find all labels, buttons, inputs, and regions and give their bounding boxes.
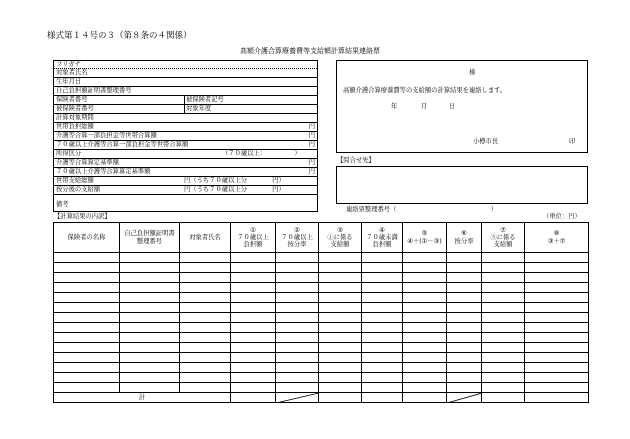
contact-ref-label: 連絡票整理番号（ ）	[346, 206, 498, 213]
table-cell	[54, 253, 120, 263]
table-cell	[120, 343, 180, 353]
table-cell	[54, 293, 120, 303]
table-cell	[403, 383, 447, 393]
table-cell	[180, 253, 231, 263]
table-cell	[54, 323, 120, 333]
table-cell	[525, 253, 589, 263]
table-row	[54, 263, 589, 273]
table-cell	[362, 353, 403, 363]
table-cell	[231, 373, 276, 383]
table-cell	[447, 333, 482, 343]
income-category-label: 所得区分	[56, 150, 82, 157]
insurer-no-label: 保険者番号	[56, 96, 88, 103]
table-cell	[403, 263, 447, 273]
table-cell	[525, 263, 589, 273]
table-cell	[231, 283, 276, 293]
cert-no-row	[54, 87, 317, 96]
insurer-row	[54, 96, 317, 105]
over70-part-burden-label: ７０歳以上介護等合算一部負担金等世帯合算額	[56, 141, 189, 148]
table-cell	[276, 383, 319, 393]
date-day: 日	[449, 103, 456, 110]
seal-mark: 印	[569, 138, 576, 145]
combined-standard-label: 介護等合算算定基準額	[56, 159, 119, 166]
table-cell	[319, 303, 362, 313]
table-cell	[403, 303, 447, 313]
after-allocation-row	[54, 186, 317, 195]
table-cell	[319, 363, 362, 373]
table-cell	[447, 373, 482, 383]
table-cell	[482, 273, 525, 283]
table-cell	[362, 253, 403, 263]
table-cell	[120, 253, 180, 263]
table-cell	[362, 273, 403, 283]
results-table	[53, 222, 589, 403]
table-cell	[120, 383, 180, 393]
table-cell	[180, 353, 231, 363]
table-cell	[120, 303, 180, 313]
table-cell	[276, 283, 319, 293]
table-cell	[180, 373, 231, 383]
table-cell	[180, 283, 231, 293]
table-cell	[362, 263, 403, 273]
table-cell	[403, 363, 447, 373]
table-cell	[482, 303, 525, 313]
table-row	[54, 273, 589, 283]
table-cell	[447, 323, 482, 333]
table-row	[54, 283, 589, 293]
table-cell	[362, 303, 403, 313]
birth-date-row	[54, 78, 317, 87]
table-row	[54, 353, 589, 363]
table-cell	[447, 343, 482, 353]
table-cell	[231, 273, 276, 283]
table-cell	[180, 313, 231, 323]
contact-box	[336, 166, 588, 204]
table-cell	[482, 293, 525, 303]
table-cell	[276, 343, 319, 353]
table-cell	[276, 303, 319, 313]
table-cell	[362, 363, 403, 373]
furigana-row	[54, 61, 317, 69]
header-c2: ② ７０歳以上 按分率	[276, 223, 319, 253]
combined-standard-yen: 円	[308, 159, 315, 166]
table-cell	[231, 383, 276, 393]
table-cell	[403, 273, 447, 283]
calc-period-label: 計算対象期間	[56, 114, 94, 121]
table-cell	[362, 343, 403, 353]
after-allocation-label: 按分後の支給額	[56, 186, 101, 193]
table-cell	[403, 283, 447, 293]
table-cell	[525, 313, 589, 323]
table-cell	[54, 343, 120, 353]
diagonal-slash	[447, 393, 482, 403]
table-cell	[319, 283, 362, 293]
insured-symbol-label: 被保険者記号	[186, 96, 224, 103]
table-cell	[319, 373, 362, 383]
table-row	[54, 313, 589, 323]
table-cell	[54, 303, 120, 313]
header-c3: ③ ①に係る 支給額	[319, 223, 362, 253]
table-cell	[319, 253, 362, 263]
over70-part-burden-row	[54, 141, 317, 150]
table-cell	[525, 373, 589, 383]
table-cell	[447, 263, 482, 273]
table-cell	[276, 313, 319, 323]
table-cell	[362, 283, 403, 293]
table-cell	[180, 383, 231, 393]
table-cell	[180, 303, 231, 313]
table-cell	[403, 343, 447, 353]
remarks-label: 備考	[56, 201, 69, 208]
table-cell	[525, 333, 589, 343]
table-cell	[362, 313, 403, 323]
header-c8: ⑧ ③＋⑦	[525, 223, 589, 253]
table-cell	[120, 363, 180, 373]
total-c4	[362, 393, 403, 403]
table-cell	[231, 323, 276, 333]
income-category-row	[54, 150, 317, 159]
table-cell	[403, 323, 447, 333]
table-cell	[319, 273, 362, 283]
insured-no-label: 被保険者番号	[56, 105, 94, 112]
table-cell	[447, 363, 482, 373]
total-row	[54, 393, 589, 403]
after-allocation-amount: 円（うち７０歳以上分 円）	[184, 186, 285, 193]
table-cell	[447, 383, 482, 393]
table-cell	[525, 293, 589, 303]
table-cell	[231, 353, 276, 363]
table-cell	[54, 373, 120, 383]
table-cell	[120, 323, 180, 333]
table-cell	[276, 273, 319, 283]
header-c6: ⑥ 按分率	[447, 223, 482, 253]
table-cell	[276, 333, 319, 343]
table-cell	[180, 343, 231, 353]
table-cell	[180, 273, 231, 283]
table-cell	[319, 313, 362, 323]
table-cell	[120, 353, 180, 363]
table-cell	[403, 253, 447, 263]
table-cell	[54, 333, 120, 343]
table-cell	[120, 293, 180, 303]
table-row	[54, 293, 589, 303]
total-c1	[231, 393, 276, 403]
table-cell	[525, 343, 589, 353]
household-burden-label: 世帯負担総額	[56, 123, 94, 130]
table-cell	[482, 373, 525, 383]
table-cell	[231, 263, 276, 273]
table-cell	[482, 263, 525, 273]
target-year-label: 対象年度	[186, 105, 212, 112]
date-year: 年	[391, 103, 398, 110]
furigana-label: フリガナ	[56, 61, 81, 68]
table-cell	[403, 313, 447, 323]
table-row	[54, 303, 589, 313]
table-cell	[120, 333, 180, 343]
combined-part-burden-label: 介護等合算一部負担金等世帯合算額	[56, 132, 157, 139]
table-cell	[447, 353, 482, 363]
table-cell	[231, 333, 276, 343]
table-cell	[447, 303, 482, 313]
over70-part-burden-yen: 円	[308, 141, 315, 148]
household-burden-row	[54, 123, 317, 132]
table-cell	[482, 253, 525, 263]
household-payment-amount: 円（うち７０歳以上分 円）	[184, 177, 285, 184]
table-cell	[231, 363, 276, 373]
table-cell	[54, 263, 120, 273]
table-cell	[362, 293, 403, 303]
table-cell	[525, 283, 589, 293]
sender-name: 小樽市長	[473, 138, 499, 145]
table-cell	[447, 313, 482, 323]
table-cell	[276, 263, 319, 273]
subject-name-label: 対象者氏名	[56, 69, 88, 76]
table-row	[54, 343, 589, 353]
total-c7	[482, 393, 525, 403]
applicant-info-table	[53, 60, 318, 212]
table-cell	[319, 263, 362, 273]
table-cell	[180, 263, 231, 273]
table-cell	[525, 323, 589, 333]
table-cell	[276, 363, 319, 373]
over70-standard-yen: 円	[308, 168, 315, 175]
table-cell	[120, 263, 180, 273]
table-cell	[525, 273, 589, 283]
notice-message: 高額介護合算療養費等の支給額の計算結果を連絡します。	[343, 87, 507, 94]
table-cell	[180, 323, 231, 333]
birth-date-label: 生年月日	[56, 78, 82, 85]
table-cell	[525, 363, 589, 373]
over70-standard-row	[54, 168, 317, 177]
results-label: 【計算結果の内訳】	[54, 213, 111, 220]
income-category-note: （７０歳以上： ）	[222, 150, 301, 157]
table-cell	[276, 353, 319, 363]
contact-label: 【問合せ先】	[337, 157, 375, 164]
table-cell	[362, 323, 403, 333]
table-cell	[54, 313, 120, 323]
cert-no-label: 自己負担額証明書整理番号	[56, 87, 132, 94]
table-cell	[180, 333, 231, 343]
insured-row	[54, 105, 317, 114]
table-cell	[362, 373, 403, 383]
household-payment-label: 世帯支給総額	[56, 177, 94, 184]
table-cell	[403, 293, 447, 303]
combined-standard-row	[54, 159, 317, 168]
unit-label: （単位：円）	[543, 213, 581, 220]
table-row	[54, 383, 589, 393]
table-cell	[319, 293, 362, 303]
table-cell	[482, 353, 525, 363]
table-cell	[403, 333, 447, 343]
header-insurer: 保険者の名称	[54, 223, 120, 253]
table-row	[54, 323, 589, 333]
table-cell	[180, 293, 231, 303]
table-cell	[525, 353, 589, 363]
table-cell	[482, 283, 525, 293]
date-month: 月	[421, 103, 428, 110]
header-cert-no: 自己負担額証明書 整理番号	[120, 223, 180, 253]
table-cell	[54, 383, 120, 393]
header-subject: 対象者氏名	[180, 223, 231, 253]
page-title: 高額介護合算療養費等支給額計算結果連絡票	[240, 47, 380, 55]
table-row	[54, 253, 589, 263]
table-cell	[525, 303, 589, 313]
table-cell	[120, 373, 180, 383]
table-cell	[231, 313, 276, 323]
table-cell	[482, 313, 525, 323]
table-cell	[120, 283, 180, 293]
table-cell	[525, 383, 589, 393]
table-cell	[403, 353, 447, 363]
form-number: 様式第１４号の３（第８条の４関係）	[47, 31, 192, 41]
table-cell	[54, 273, 120, 283]
calc-period-row	[54, 114, 317, 123]
table-cell	[362, 383, 403, 393]
notice-box	[336, 60, 588, 153]
table-cell	[447, 293, 482, 303]
table-cell	[447, 283, 482, 293]
table-cell	[54, 353, 120, 363]
table-row	[54, 363, 589, 373]
table-cell	[482, 333, 525, 343]
table-cell	[231, 343, 276, 353]
total-c5	[403, 393, 447, 403]
table-cell	[276, 293, 319, 303]
table-cell	[362, 333, 403, 343]
table-cell	[482, 343, 525, 353]
table-cell	[276, 373, 319, 383]
header-c1: ① ７０歳以上 負担額	[231, 223, 276, 253]
table-row	[54, 373, 589, 383]
table-cell	[482, 383, 525, 393]
total-c8	[525, 393, 589, 403]
table-cell	[54, 283, 120, 293]
total-c2	[276, 393, 319, 403]
table-cell	[120, 313, 180, 323]
table-cell	[447, 253, 482, 263]
household-payment-row	[54, 177, 317, 186]
table-cell	[180, 363, 231, 373]
table-cell	[319, 343, 362, 353]
total-label-cell	[54, 393, 231, 403]
household-burden-yen: 円	[308, 123, 315, 130]
results-header-row	[54, 223, 589, 253]
total-c3	[319, 393, 362, 403]
subject-name-row	[54, 69, 317, 78]
header-c4: ④ ７０歳未満 負担額	[362, 223, 403, 253]
table-cell	[231, 303, 276, 313]
table-cell	[482, 363, 525, 373]
honorific: 様	[469, 69, 476, 76]
over70-standard-label: ７０歳以上介護等合算算定基準額	[56, 168, 151, 175]
table-row	[54, 333, 589, 343]
header-c5: ⑤ ④＋(①－③)	[403, 223, 447, 253]
table-cell	[276, 323, 319, 333]
table-cell	[120, 273, 180, 283]
table-cell	[231, 293, 276, 303]
total-label: 計	[138, 393, 146, 401]
table-cell	[276, 253, 319, 263]
table-cell	[319, 333, 362, 343]
total-c6	[447, 393, 482, 403]
table-cell	[319, 353, 362, 363]
table-cell	[447, 273, 482, 283]
table-cell	[231, 253, 276, 263]
diagonal-slash	[276, 393, 319, 403]
table-cell	[54, 363, 120, 373]
header-c7: ⑦ ⑤に係る 支給額	[482, 223, 525, 253]
combined-part-burden-yen: 円	[308, 132, 315, 139]
table-cell	[482, 323, 525, 333]
result-rows	[54, 253, 589, 393]
table-cell	[403, 373, 447, 383]
combined-part-burden-row	[54, 132, 317, 141]
table-cell	[319, 383, 362, 393]
table-cell	[319, 323, 362, 333]
